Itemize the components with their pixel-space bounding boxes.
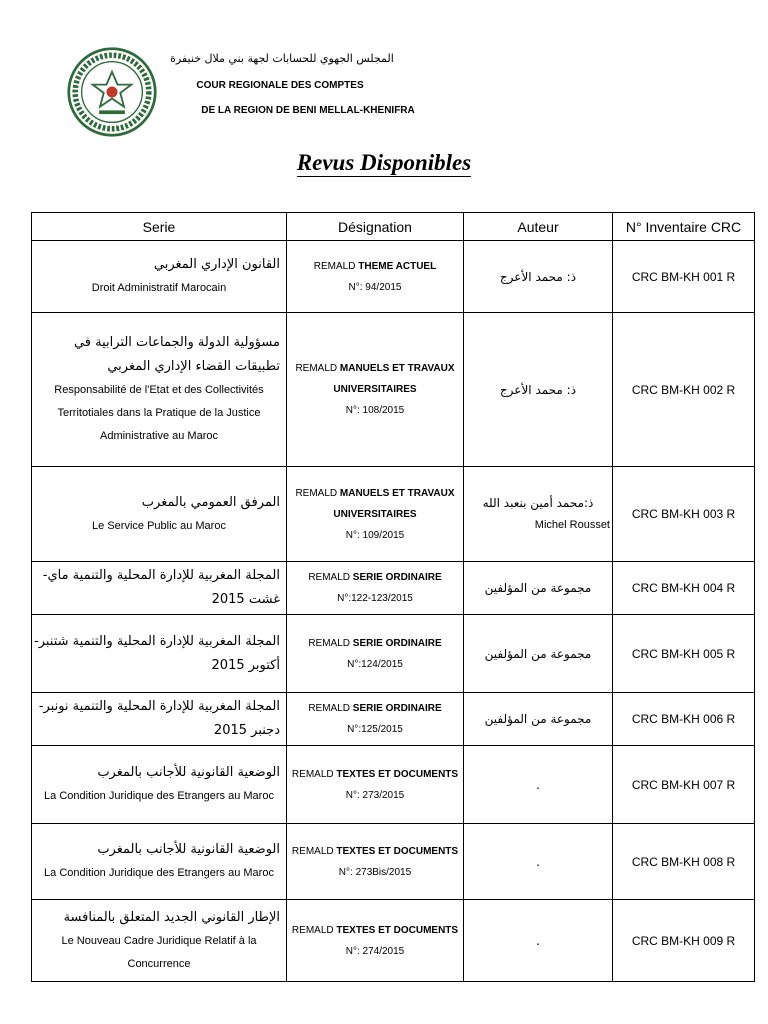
serie-arabic: المجلة المغربية للإدارة المحلية والتنمية نونبر-دجنبر 2015 xyxy=(38,699,280,738)
designation-number: N°: 94/2015 xyxy=(348,281,402,293)
auteur-name: ذ: محمد الأعرج xyxy=(499,382,577,397)
designation-number: N°:122-123/2015 xyxy=(337,593,413,604)
designation-number: N°: 109/2015 xyxy=(345,529,405,541)
serie-french: Le Service Public au Maroc xyxy=(92,519,226,532)
cell-serie xyxy=(32,615,287,693)
designation-prefix: REMALD xyxy=(308,572,350,583)
table-header-row xyxy=(32,213,755,241)
serie-arabic: الوضعية القانونية للأجانب بالمغرب xyxy=(97,765,280,780)
cell-designation xyxy=(287,746,464,824)
cell-serie xyxy=(32,900,287,982)
cell-inventaire: CRC BM-KH 004 R xyxy=(613,562,755,615)
table-row xyxy=(32,693,755,746)
designation-collection: THEME ACTUEL xyxy=(358,260,437,272)
serie-french: Responsabilité de l'Etat et des Collectivités Territotiales dans la Pratique de la Justice Administrative au Maroc xyxy=(54,384,264,442)
designation-collection: MANUELS ET TRAVAUX UNIVERSITAIRES xyxy=(333,363,455,395)
cell-inventaire: CRC BM-KH 009 R xyxy=(613,900,755,982)
court-seal-icon xyxy=(66,46,158,138)
designation-collection: SERIE ORDINAIRE xyxy=(352,572,442,583)
cell-auteur xyxy=(464,313,613,467)
page-title-wrap xyxy=(0,150,768,176)
designation-number: N°: 273Bis/2015 xyxy=(338,866,412,878)
table-row xyxy=(32,900,755,982)
cell-designation xyxy=(287,313,464,467)
header-line-2: DE LA REGION DE BENI MELLAL-KHENIFRA xyxy=(201,105,415,116)
table-row xyxy=(32,313,755,467)
auteur-name: مجموعة من المؤلفين xyxy=(484,581,592,595)
auteur-name: . xyxy=(536,854,540,869)
cell-serie xyxy=(32,693,287,746)
serie-arabic: المرفق العمومي بالمغرب xyxy=(141,494,280,510)
cell-serie xyxy=(32,313,287,467)
table-body xyxy=(32,241,755,982)
serie-arabic: القانون الإداري المغربي xyxy=(153,257,280,272)
cell-auteur xyxy=(464,746,613,824)
serie-french: Droit Administratif Marocain xyxy=(91,282,227,294)
designation-collection: TEXTES ET DOCUMENTS xyxy=(336,924,459,936)
cell-auteur xyxy=(464,900,613,982)
cell-auteur xyxy=(464,467,613,562)
designation-collection: SERIE ORDINAIRE xyxy=(352,703,442,714)
header-inventaire: N° Inventaire CRC xyxy=(613,213,755,241)
designation-prefix: REMALD xyxy=(308,637,350,649)
auteur-latin: Michel Rousset xyxy=(534,519,610,531)
cell-serie xyxy=(32,562,287,615)
header-serie: Serie xyxy=(32,213,287,241)
cell-auteur xyxy=(464,241,613,313)
cell-serie xyxy=(32,746,287,824)
header-line-1: COUR REGIONALE DES COMPTES xyxy=(196,80,364,91)
cell-inventaire: CRC BM-KH 001 R xyxy=(613,241,755,313)
cell-auteur xyxy=(464,693,613,746)
designation-collection: SERIE ORDINAIRE xyxy=(352,637,442,649)
table-row xyxy=(32,467,755,562)
auteur-name: . xyxy=(536,777,540,792)
serie-french: Le Nouveau Cadre Juridique Relatif à la Concurrence xyxy=(61,934,257,970)
cell-inventaire: CRC BM-KH 008 R xyxy=(613,824,755,900)
cell-inventaire: CRC BM-KH 005 R xyxy=(613,615,755,693)
serie-french: La Condition Juridique des Etrangers au Maroc xyxy=(44,790,274,802)
page-title: Revus Disponibles xyxy=(296,150,472,175)
designation-prefix: REMALD xyxy=(291,845,334,857)
cell-designation xyxy=(287,467,464,562)
designation-prefix: REMALD xyxy=(308,703,350,714)
cell-designation xyxy=(287,562,464,615)
header-designation: Désignation xyxy=(287,213,464,241)
designation-prefix: REMALD xyxy=(291,924,334,936)
designation-collection: TEXTES ET DOCUMENTS xyxy=(336,768,459,780)
cell-serie xyxy=(32,467,287,562)
designation-collection: MANUELS ET TRAVAUX UNIVERSITAIRES xyxy=(333,487,455,520)
designation-prefix: REMALD xyxy=(295,487,338,499)
designation-number: N°: 273/2015 xyxy=(345,789,405,801)
auteur-name: ذ:محمد أمين بنعبد الله xyxy=(482,496,594,510)
auteur-name: مجموعة من المؤلفين xyxy=(484,712,592,726)
table-row xyxy=(32,241,755,313)
serie-arabic: مسؤولية الدولة والجماعات الترابية في تطبيقات القضاء الإداري المغربي xyxy=(73,335,280,374)
cell-inventaire: CRC BM-KH 007 R xyxy=(613,746,755,824)
auteur-name: مجموعة من المؤلفين xyxy=(484,646,592,661)
designation-number: N°:125/2015 xyxy=(347,724,403,735)
cell-serie xyxy=(32,241,287,313)
header-arabic-name: المجلس الجهوي للحسابات لجهة بني ملال خنيفرة xyxy=(170,52,394,65)
revues-table xyxy=(31,212,755,982)
serie-arabic: الإطار القانوني الجديد المتعلق بالمنافسة xyxy=(63,909,280,925)
designation-number: N°: 274/2015 xyxy=(345,945,405,957)
header-auteur: Auteur xyxy=(464,213,613,241)
cell-inventaire: CRC BM-KH 006 R xyxy=(613,693,755,746)
cell-designation xyxy=(287,241,464,313)
cell-inventaire: CRC BM-KH 002 R xyxy=(613,313,755,467)
document-header xyxy=(60,40,520,130)
cell-designation xyxy=(287,615,464,693)
cell-serie xyxy=(32,824,287,900)
cell-designation xyxy=(287,824,464,900)
cell-designation xyxy=(287,693,464,746)
serie-arabic: المجلة المغربية للإدارة المحلية والتنمية ماي-غشت 2015 xyxy=(42,568,280,607)
designation-collection: TEXTES ET DOCUMENTS xyxy=(336,845,459,857)
cell-inventaire: CRC BM-KH 003 R xyxy=(613,467,755,562)
table-row xyxy=(32,615,755,693)
cell-auteur xyxy=(464,824,613,900)
table-row xyxy=(32,562,755,615)
designation-prefix: REMALD xyxy=(291,768,334,780)
auteur-name: . xyxy=(536,933,540,948)
designation-prefix: REMALD xyxy=(313,260,356,272)
table-row xyxy=(32,746,755,824)
cell-designation xyxy=(287,900,464,982)
cell-auteur xyxy=(464,562,613,615)
designation-prefix: REMALD xyxy=(295,363,338,374)
cell-auteur xyxy=(464,615,613,693)
serie-arabic: المجلة المغربية للإدارة المحلية والتنمية شتنبر-أكتوبر 2015 xyxy=(34,633,280,673)
serie-french: La Condition Juridique des Etrangers au Maroc xyxy=(44,867,274,879)
designation-number: N°:124/2015 xyxy=(347,658,403,670)
designation-number: N°: 108/2015 xyxy=(345,405,405,416)
serie-arabic: الوضعية القانونية للأجانب بالمغرب xyxy=(97,842,280,857)
auteur-name: ذ: محمد الأعرج xyxy=(499,269,577,284)
table-row xyxy=(32,824,755,900)
